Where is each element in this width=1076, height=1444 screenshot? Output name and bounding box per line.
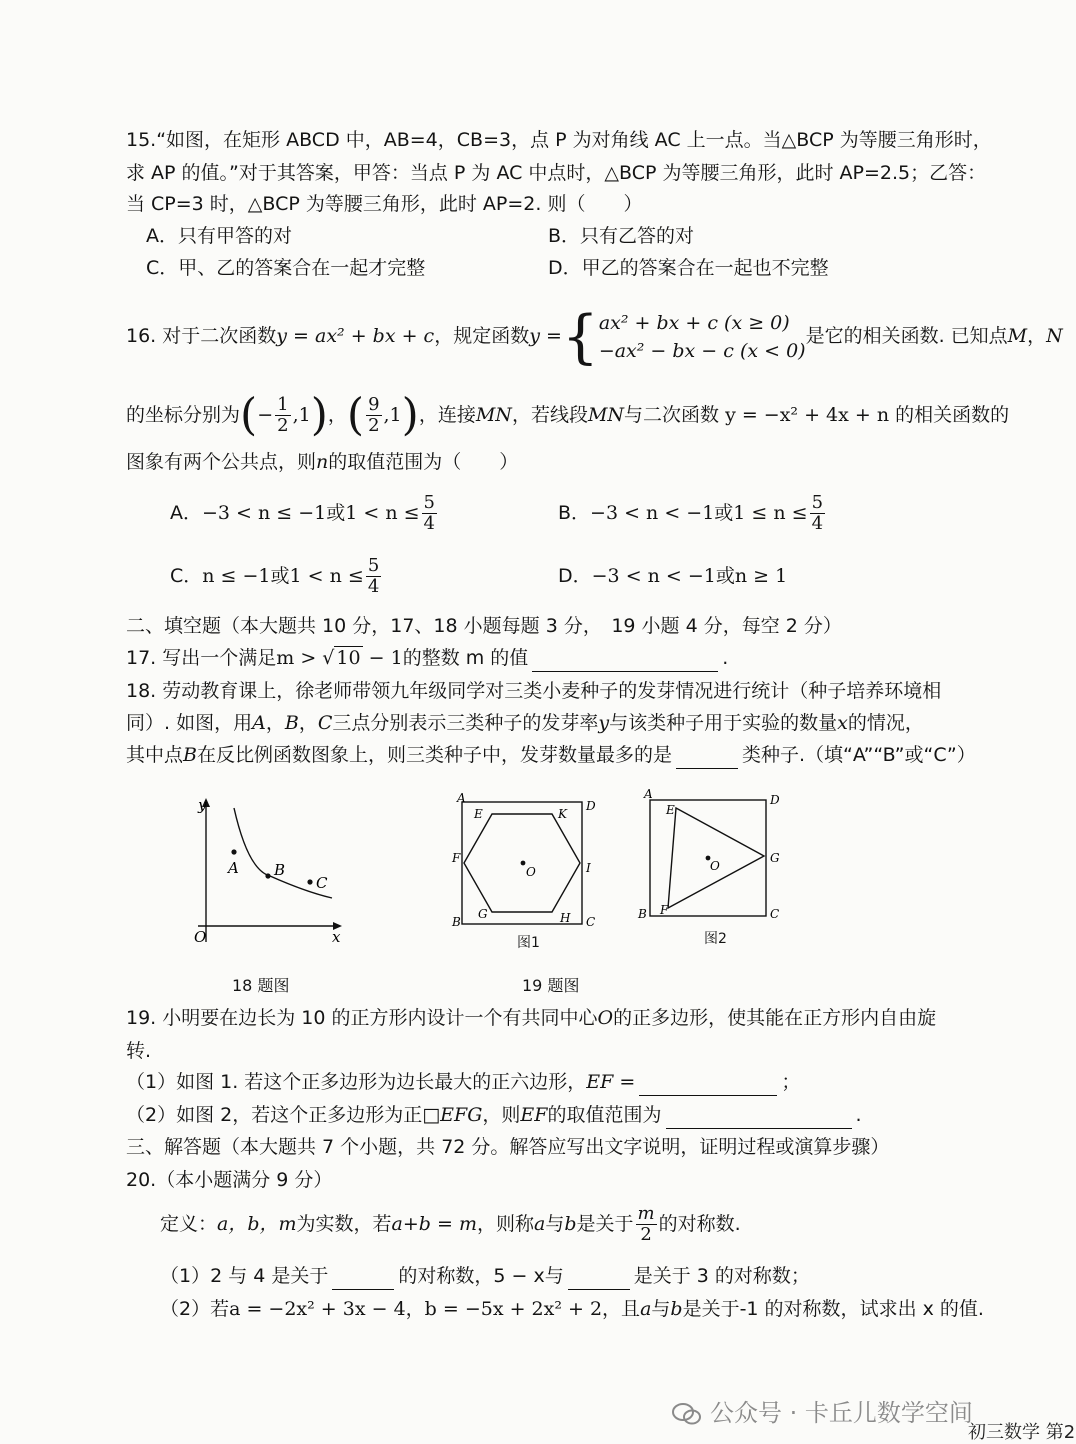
q16-line2: 的坐标分别为(− $\frac{1}{2}$ ,1)，( $\frac{9}{2}$ ,1)，连接MN，若线段MN与二次函数 y = −x² + 4x + n 的相关函数的 bbox=[126, 389, 1010, 441]
label-o: O bbox=[194, 928, 207, 946]
q20-part1-blank-1[interactable] bbox=[332, 1267, 394, 1290]
svg-text:F: F bbox=[660, 903, 669, 917]
q19-part1: （1）如图 1. 若这个正多边形为边长最大的正六边形，EF = ； bbox=[126, 1068, 800, 1096]
svg-text:C: C bbox=[586, 915, 596, 929]
figure-2-caption: 图2 bbox=[704, 931, 727, 947]
svg-text:B: B bbox=[452, 915, 461, 929]
point-c bbox=[307, 879, 312, 884]
point-n-x: $\frac{9}{2}$ bbox=[368, 394, 380, 436]
figure-19-2-triangle bbox=[632, 786, 792, 926]
m-over-2: $\frac{m}{2}$ bbox=[637, 1203, 655, 1245]
q16-option-c: C．n ≤ −1或1 < n ≤ $\frac{5}{4}$ bbox=[170, 555, 380, 597]
svg-text:F: F bbox=[452, 851, 461, 865]
svg-text:H: H bbox=[560, 911, 571, 925]
label-c: C bbox=[316, 874, 328, 892]
svg-text:G: G bbox=[478, 907, 488, 921]
q20-part1-blank-2[interactable] bbox=[568, 1267, 630, 1290]
label-b: B bbox=[274, 861, 286, 879]
watermark: 公众号 · 卡丘儿数学空间 bbox=[672, 1393, 973, 1428]
svg-text:E: E bbox=[474, 807, 483, 821]
q16-func: y = ax² + bx + c bbox=[276, 325, 435, 347]
q15-line3: 当 CP=3 时，△BCP 为等腰三角形，此时 AP=2. 则（ ） bbox=[126, 193, 643, 215]
q15-option-a: A．只有甲答的对 bbox=[146, 225, 292, 247]
q19-line1: 19. 小明要在边长为 10 的正方形内设计一个有共同中心O的正多边形，使其能在正方形内自由旋 bbox=[126, 1007, 937, 1029]
q16-line3: 图象有两个公共点，则n的取值范围为（ ） bbox=[126, 451, 519, 473]
q19-line2: 转. bbox=[126, 1040, 152, 1062]
q16-piecewise: ax² + bx + c (x ≥ 0) −ax² − bx − c (x < 0) bbox=[598, 311, 806, 362]
svg-text:G: G bbox=[770, 851, 780, 865]
svg-text:O: O bbox=[526, 865, 536, 879]
page-footer: 初三数学 第2 bbox=[968, 1422, 1076, 1443]
q19-part1-blank[interactable] bbox=[639, 1073, 777, 1096]
figure-1-caption: 图1 bbox=[517, 935, 540, 951]
figure-18-caption: 18 题图 bbox=[232, 976, 290, 995]
svg-text:D: D bbox=[770, 793, 780, 807]
section-2-heading: 二、填空题（本大题共 10 分，17、18 小题每题 3 分， 19 小题 4 分，每空 2 分） bbox=[126, 615, 842, 637]
q15-line2: 求 AP 的值。”对于其答案，甲答：当点 P 为 AC 中点时，△BCP 为等腰三角形，此时 AP=2.5；乙答： bbox=[126, 162, 987, 184]
figure-19-caption: 19 题图 bbox=[522, 976, 580, 995]
wechat-icon bbox=[672, 1402, 702, 1426]
svg-text:D: D bbox=[586, 799, 596, 813]
svg-text:A: A bbox=[644, 787, 653, 801]
q15-line1: 15.“如图，在矩形 ABCD 中，AB=4，CB=3，点 P 为对角线 AC 上一点。当△BCP 为等腰三角形时， bbox=[126, 129, 992, 151]
q15-option-c: C．甲、乙的答案合在一起才完整 bbox=[146, 257, 426, 279]
svg-text:C: C bbox=[770, 907, 780, 921]
q16-option-b: B．−3 < n < −1或1 ≤ n ≤ $\frac{5}{4}$ bbox=[558, 492, 824, 534]
q20-definition: 定义：a，b，m为实数，若a+b = m，则称a与b是关于 $\frac{m}{2}$ 的对称数. bbox=[160, 1203, 741, 1245]
q17-answer-blank[interactable] bbox=[532, 649, 718, 672]
q18-answer-blank[interactable] bbox=[676, 746, 738, 769]
q15-option-b: B．只有乙答的对 bbox=[548, 225, 695, 247]
figure-18-graph bbox=[186, 790, 346, 950]
q19-part2-blank[interactable] bbox=[666, 1106, 852, 1129]
point-a bbox=[231, 849, 236, 854]
svg-text:B: B bbox=[638, 907, 647, 921]
q18-line1: 18. 劳动教育课上，徐老师带领九年级同学对三类小麦种子的发芽情况进行统计（种子培养环境相 bbox=[126, 680, 942, 702]
q18-line3: 其中点B在反比例函数图象上，则三类种子中，发芽数量最多的是 类种子.（填“A”“B”或“C”） bbox=[126, 741, 976, 769]
center-o bbox=[521, 861, 526, 866]
point-b bbox=[265, 873, 270, 878]
q18-line2: 同）. 如图，用A，B，C三点分别表示三类种子的发芽率y与该类种子用于实验的数量x的情况， bbox=[126, 712, 924, 734]
label-y: y bbox=[198, 796, 207, 814]
q20-part1: （1）2 与 4 是关于 的对称数，5 − x与 是关于 3 的对称数； bbox=[160, 1262, 810, 1290]
svg-text:O: O bbox=[710, 859, 720, 873]
section-3-heading: 三、解答题（本大题共 7 个小题，共 72 分。解答应写出文字说明，证明过程或演算步骤） bbox=[126, 1136, 890, 1158]
q17-line: 17. 写出一个满足m > √ 10 − 1的整数 m 的值 . bbox=[126, 644, 728, 672]
q16-option-a: A．−3 < n ≤ −1或1 < n ≤ $\frac{5}{4}$ bbox=[170, 492, 435, 534]
triangle-efg bbox=[668, 808, 764, 908]
q15-option-d: D．甲乙的答案合在一起也不完整 bbox=[548, 257, 829, 279]
q20-part2: （2）若a = −2x² + 3x − 4，b = −5x + 2x² + 2，且a与b是关于-1 的对称数，试求出 x 的值. bbox=[160, 1298, 984, 1320]
q16-option-d: D．−3 < n < −1或n ≥ 1 bbox=[558, 565, 788, 587]
label-x: x bbox=[332, 928, 341, 946]
q16-line1: 16. 对于二次函数y = ax² + bx + c，规定函数y ={ ax² + bx + c (x ≥ 0) −ax² − bx − c (x < 0) 是它的相关函数. 已知点M，N bbox=[126, 302, 1063, 371]
q16-brace: { bbox=[561, 302, 599, 371]
svg-text:I: I bbox=[586, 861, 591, 875]
svg-text:K: K bbox=[558, 807, 567, 821]
q20-heading: 20.（本小题满分 9 分） bbox=[126, 1169, 333, 1191]
svg-text:E: E bbox=[666, 803, 675, 817]
svg-text:A: A bbox=[457, 792, 466, 805]
q19-part2: （2）如图 2，若这个正多边形为正□EFG，则EF的取值范围为 . bbox=[126, 1101, 862, 1129]
label-a: A bbox=[228, 859, 239, 877]
point-m-x: $\frac{1}{2}$ bbox=[277, 394, 289, 436]
figure-19-1-hexagon bbox=[448, 792, 608, 932]
